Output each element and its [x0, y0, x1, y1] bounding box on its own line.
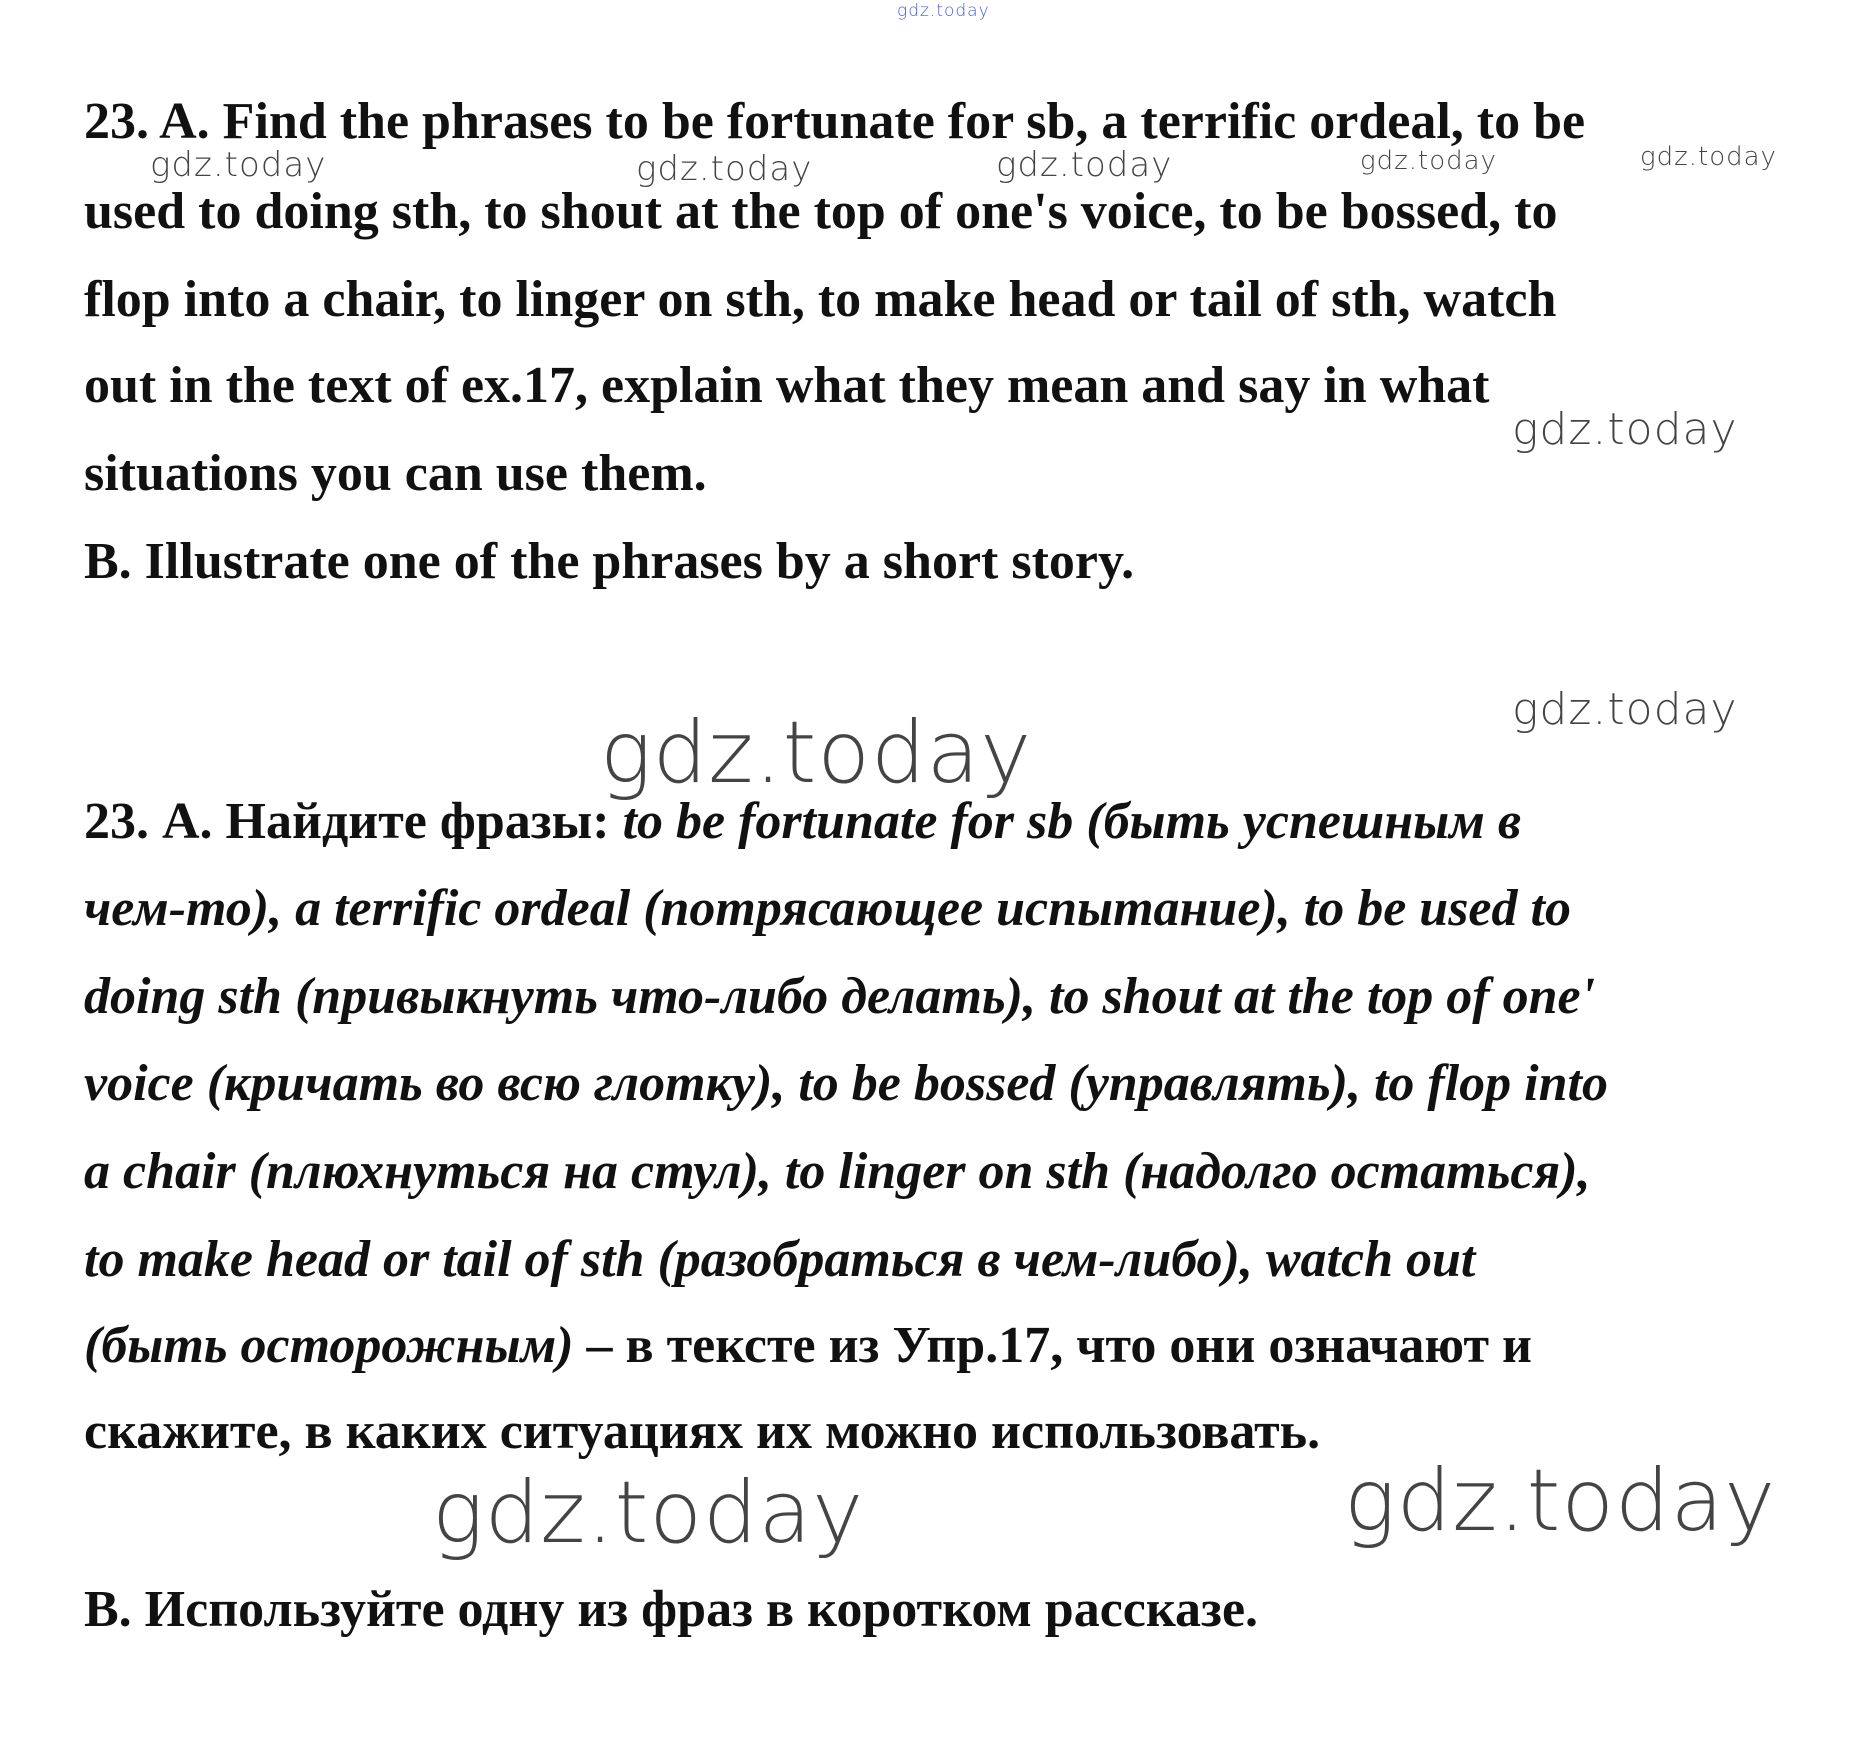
text-segment: 23. А. Найдите фразы:	[84, 793, 623, 850]
english-task-line	[84, 271, 1557, 328]
text-segment: situations you can use them.	[84, 445, 707, 502]
text-segment: скажите, в каких ситуациях их можно использовать.	[84, 1403, 1321, 1460]
text-segment: used to doing sth, to shout at the top of one's voice, to be bossed, to	[84, 183, 1558, 240]
english-task-line	[84, 357, 1490, 414]
watermark: gdz.today	[996, 145, 1173, 185]
english-task-line	[84, 183, 1558, 240]
watermark: gdz.today	[600, 703, 1033, 803]
text-segment: B. Illustrate one of the phrases by a short story.	[84, 533, 1135, 590]
russian-task-line	[84, 1317, 1532, 1374]
text-segment: out in the text of ex.17, explain what they mean and say in what	[84, 357, 1490, 414]
italic-phrase: (быть осторожным)	[84, 1317, 574, 1374]
watermark: gdz.today	[150, 145, 327, 185]
russian-task-line	[84, 1231, 1476, 1288]
english-task-line	[84, 445, 707, 502]
watermark-top: gdz.today	[897, 1, 990, 21]
watermark: gdz.today	[1344, 1451, 1777, 1551]
russian-task-line	[84, 880, 1571, 937]
text-segment: flop into a chair, to linger on sth, to make head or tail of sth, watch	[84, 271, 1557, 328]
watermark: gdz.today	[432, 1463, 865, 1563]
italic-phrase: doing sth (привыкнуть что-либо делать), to shout at the top of one'	[84, 968, 1596, 1025]
watermark: gdz.today	[1512, 404, 1738, 455]
russian-task-line	[84, 968, 1596, 1025]
russian-task-line	[84, 1403, 1321, 1460]
watermark: gdz.today	[1512, 684, 1738, 735]
russian-task-line	[84, 1143, 1591, 1200]
italic-phrase: чем-то), a terrific ordeal (потрясающее испытание), to be used to	[84, 880, 1571, 937]
italic-phrase: to make head or tail of sth (разобраться в чем-либо), watch out	[84, 1231, 1476, 1288]
russian-task-line	[84, 1055, 1608, 1112]
italic-phrase: voice (кричать во всю глотку), to be bossed (управлять), to flop into	[84, 1055, 1608, 1112]
italic-phrase: to be fortunate for sb (быть успешным в	[622, 793, 1522, 850]
english-task-line	[84, 93, 1586, 150]
text-segment: В. Используйте одну из фраз в коротком рассказе.	[84, 1581, 1259, 1638]
english-task-line	[84, 533, 1135, 590]
text-segment: 23. A. Find the phrases to be fortunate for sb, a terrific ordeal, to be	[84, 93, 1586, 150]
watermark: gdz.today	[636, 149, 813, 189]
watermark: gdz.today	[1640, 142, 1777, 172]
russian-task-line	[84, 793, 1522, 850]
russian-task-line	[84, 1581, 1259, 1638]
text-segment: – в тексте из Упр.17, что они означают и	[573, 1317, 1532, 1374]
watermark: gdz.today	[1360, 146, 1497, 176]
italic-phrase: a chair (плюхнуться на стул), to linger on sth (надолго остаться),	[84, 1143, 1591, 1200]
